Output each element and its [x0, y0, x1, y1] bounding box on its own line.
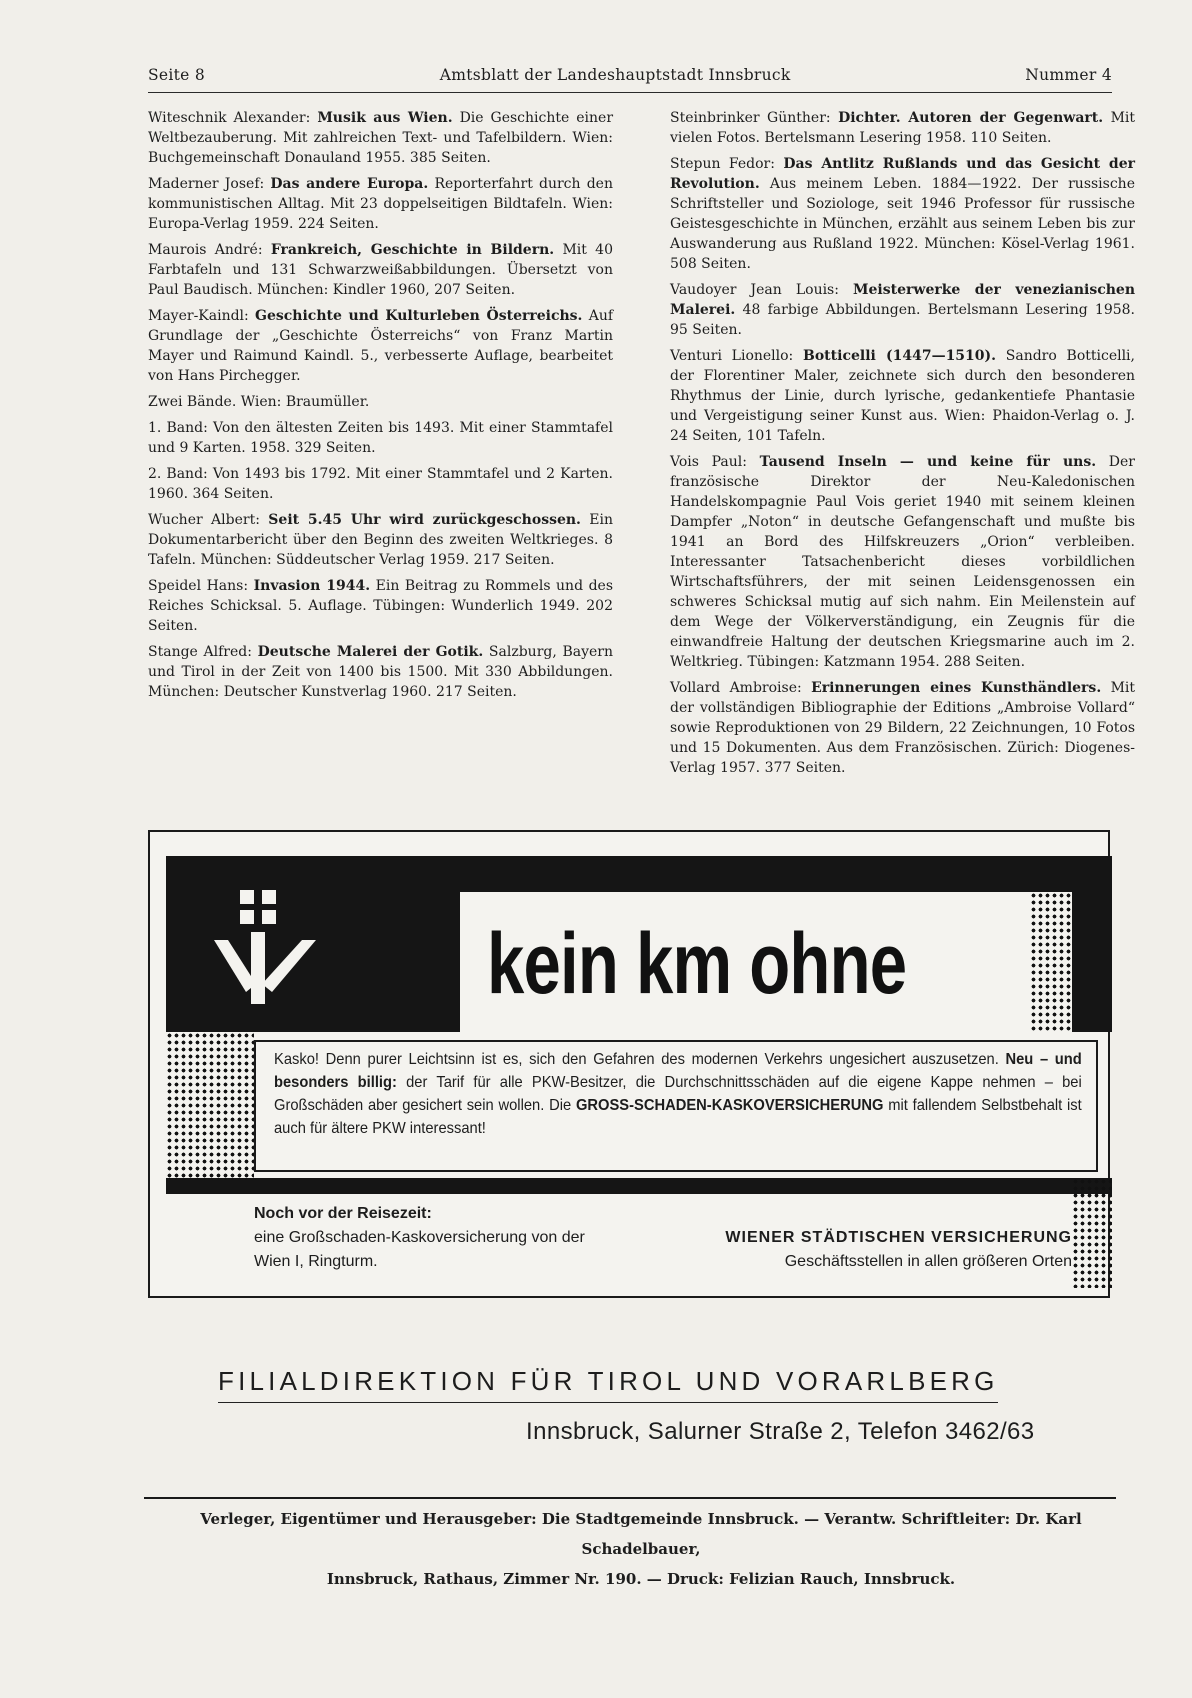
entry-body: Auf Grundlage der „Geschichte Österreichs“ von Franz Martin Mayer und Raimund Kaindl. 5., verbesserte Auflage, bearbeitet von Hans Pirchegger.: [148, 308, 614, 384]
entry-body: Salzburg, Bayern und Tirol in der Zeit von 1400 bis 1500. Mit 330 Abbildungen. München: Deutscher Kunstverlag 1960. 217 Seiten.: [148, 644, 614, 700]
issue-number: Nummer 4: [1025, 66, 1112, 84]
entry-title: Botticelli (1447—1510).: [803, 348, 997, 364]
entry-body: 2. Band: Von 1493 bis 1792. Mit einer Stammtafel und 2 Karten. 1960. 364 Seiten.: [148, 466, 613, 502]
ad-lower-band: [166, 1178, 1112, 1194]
entry-title: Frankreich, Geschichte in Bildern.: [270, 242, 555, 258]
entry-body: Ein Dokumentarbericht über den Beginn des zweiten Weltkrieges. 8 Tafeln. München: Süddeutscher Verlag 1959. 217 Seiten.: [148, 512, 614, 568]
ad-lower-branches: Geschäftsstellen in allen größeren Orten: [784, 1253, 1072, 1270]
entry-author: Speidel Hans:: [148, 578, 249, 594]
ad-dot-pattern-right: [1072, 1178, 1112, 1288]
entry-body: Die Geschichte einer Weltbezauberung. Mit zahlreichen Text- und Tafelbildern. Wien: Buchgemeinschaft Donauland 1955. 385 Seiten.: [148, 110, 614, 166]
entry-author: Mayer-Kaindl:: [148, 308, 249, 324]
ad-filial-line: FILIALDIREKTION FÜR TIROL UND VORARLBERG: [218, 1366, 999, 1396]
entry-body: Ein Beitrag zu Rommels und des Reiches Schicksal. 5. Auflage. Tübingen: Wunderlich 1949. 202 Seiten.: [148, 578, 614, 634]
entry-body: Mit der vollständigen Bibliographie der Editions „Ambroise Vollard“ sowie Reproduktionen von 29 Bildern, 22 Zeichnungen, 10 Fotos und 15 Dokumenten. Aus dem Französischen. Zürich: Diogenes-Verlag 1957. 377 Seiten.: [670, 680, 1136, 776]
ad-body-bold: Neu – und besonders billig:: [274, 1051, 1082, 1091]
filial-rule: [218, 1402, 998, 1403]
entry-title: Deutsche Malerei der Gotik.: [257, 644, 484, 660]
entry-author: Stepun Fedor:: [670, 156, 775, 172]
entry-body: Aus meinem Leben. 1884—1922. Der russische Schriftsteller und Soziologe, seit 1946 Professor für russische Geistesgeschichte in München, erzählt aus seinem Leben bis zur Auswanderung aus Rußland 1922. München: Kösel-Verlag 1961. 508 Seiten.: [670, 176, 1135, 272]
ad-lower-text: [254, 1202, 1072, 1274]
ad-lower-line-text: eine Großschaden-Kaskoversicherung von der: [254, 1229, 585, 1246]
footer-rule: [144, 1497, 1116, 1499]
insurance-advertisement: [148, 830, 1110, 1298]
bibliography-entry: [148, 510, 613, 570]
bibliography-entry: [148, 306, 613, 386]
bibliography-entry: [148, 174, 613, 234]
bibliography-entry: [148, 108, 613, 168]
entry-author: Maderner Josef:: [148, 176, 265, 192]
entry-title: Das andere Europa.: [270, 176, 429, 192]
right-column: [670, 108, 1135, 784]
ad-body-part: der Tarif für alle PKW-Besitzer, die Durchschnittsschäden auf die eigene Kappe nehmen – bei Großschäden aber gesichert sein wollen. Die: [274, 1074, 1082, 1114]
entry-title: Das Antlitz Rußlands und das Gesicht der Revolution.: [670, 156, 1135, 192]
publication-title: Amtsblatt der Landeshauptstadt Innsbruck: [439, 66, 791, 84]
entry-author: Venturi Lionello:: [670, 348, 794, 364]
bibliography-entry: [670, 346, 1135, 446]
impressum: [148, 1504, 1134, 1594]
header-rule: [148, 92, 1112, 93]
entry-title: Meisterwerke der venezianischen Malerei.: [670, 282, 1135, 318]
bibliography-entry: [148, 642, 613, 702]
bibliography-entry: [670, 154, 1135, 274]
bibliography-entry: [670, 108, 1135, 148]
entry-author: Steinbrinker Günther:: [670, 110, 831, 126]
ad-dot-pattern-left: [166, 1032, 254, 1178]
page-number: Seite 8: [148, 66, 206, 84]
entry-title: Seit 5.45 Uhr wird zurückgeschossen.: [268, 512, 581, 528]
entry-body: Sandro Botticelli, der Florentiner Maler, zeichnete sich durch den besonderen Rhythmus der Linie, durch lyrische, gedankentiefe Phantasie und Vergeistigung seiner Kunst aus. Wien: Phaidon-Verlag o. J. 24 Seiten, 101 Tafeln.: [670, 348, 1135, 444]
entry-author: Vollard Ambroise:: [670, 680, 802, 696]
ad-lower-heading: Noch vor der Reisezeit:: [254, 1205, 432, 1222]
entry-body: Mit vielen Fotos. Bertelsmann Lesering 1958. 110 Seiten.: [670, 110, 1136, 146]
running-head: [148, 66, 1112, 84]
ad-address: Innsbruck, Salurner Straße 2, Telefon 3462/63: [526, 1418, 1035, 1445]
entry-title: Musik aus Wien.: [317, 110, 453, 126]
entry-author: Maurois André:: [148, 242, 263, 258]
entry-title: Invasion 1944.: [253, 578, 371, 594]
entry-author: Vois Paul:: [670, 454, 747, 470]
entry-title: Erinnerungen eines Kunsthändlers.: [811, 680, 1102, 696]
bibliography-entry: [148, 240, 613, 300]
tulip-logo-icon: [206, 888, 326, 1006]
ad-body-part: Kasko! Denn purer Leichtsinn ist es, sich den Gefahren des modernen Verkehrs ungesichert auszusetzen.: [274, 1051, 999, 1068]
bibliography-entry: [148, 576, 613, 636]
entry-body: Reporterfahrt durch den kommunistischen Alltag. Mit 23 doppelseitigen Bildtafeln. Wien: Europa-Verlag 1959. 224 Seiten.: [148, 176, 613, 232]
entry-title: Dichter. Autoren der Gegenwart.: [838, 110, 1104, 126]
impressum-line: Innsbruck, Rathaus, Zimmer Nr. 190. — Druck: Felizian Rauch, Innsbruck.: [326, 1570, 956, 1588]
entry-author: Stange Alfred:: [148, 644, 252, 660]
ad-dot-pattern: [1030, 892, 1072, 1032]
entry-body: Der französische Direktor der Neu-Kaledonischen Handelskompagnie Paul Vois geriet 1940 mit seinem kleinen Dampfer „Noton“ in deutsche Gefangenschaft und mußte bis 1941 an Bord des Hilfskreuzers „Orion“ verbleiben. Interessanter Tatsachenbericht dieses vorbildlichen Wirtschaftsführers, der mit seinen Leidensgenossen ein schweres Schicksal mutig auf sich nahm. Ein Meilenstein auf dem Wege der Völkerverständigung, ein Zeugnis für die einwandfreie Haltung der deutschen Kriegsmarine auch im 2. Weltkrieg. Tübingen: Katzmann 1954. 288 Seiten.: [670, 454, 1135, 670]
ad-body-bold: GROSS-SCHADEN-KASKOVERSICHERUNG: [575, 1097, 884, 1114]
bibliography-entry: [148, 464, 613, 504]
entry-body: 1. Band: Von den ältesten Zeiten bis 1493. Mit einer Stammtafel und 9 Karten. 1958. 329 Seiten.: [148, 420, 613, 456]
entry-body: 48 farbige Abbildungen. Bertelsmann Lesering 1958. 95 Seiten.: [670, 302, 1136, 338]
entry-author: Witeschnik Alexander:: [148, 110, 311, 126]
ad-lower-line: [254, 1226, 585, 1250]
ad-body-text: [274, 1048, 1082, 1140]
bibliography-entry: [148, 418, 613, 458]
entry-author: Vaudoyer Jean Louis:: [670, 282, 839, 298]
bibliography-entry: [670, 678, 1135, 778]
entry-body: Mit 40 Farbtafeln und 131 Schwarzweißabbildungen. Übersetzt von Paul Baudisch. München: Kindler 1960, 207 Seiten.: [148, 242, 613, 298]
entry-title: Tausend Inseln — und keine für uns.: [759, 454, 1097, 470]
entry-body: Zwei Bände. Wien: Braumüller.: [148, 394, 370, 410]
bibliography-entry: [670, 280, 1135, 340]
bibliography-entry: [670, 452, 1135, 672]
impressum-line: Verleger, Eigentümer und Herausgeber: Die Stadtgemeinde Innsbruck. — Verantw. Schriftleiter: Dr. Karl Schadelbauer,: [200, 1510, 1082, 1558]
left-column: [148, 108, 613, 708]
ad-brand-name: WIENER STÄDTISCHEN VERSICHERUNG: [725, 1229, 1072, 1246]
ad-headline: kein km ohne: [487, 916, 907, 1012]
ad-lower-location: Wien I, Ringturm.: [254, 1253, 378, 1270]
entry-title: Geschichte und Kulturleben Österreichs.: [255, 308, 583, 324]
ad-body-part: mit fallendem Selbstbehalt ist auch für ältere PKW interessant!: [274, 1097, 1082, 1137]
bibliography-entry: [148, 392, 613, 412]
entry-author: Wucher Albert:: [148, 512, 260, 528]
